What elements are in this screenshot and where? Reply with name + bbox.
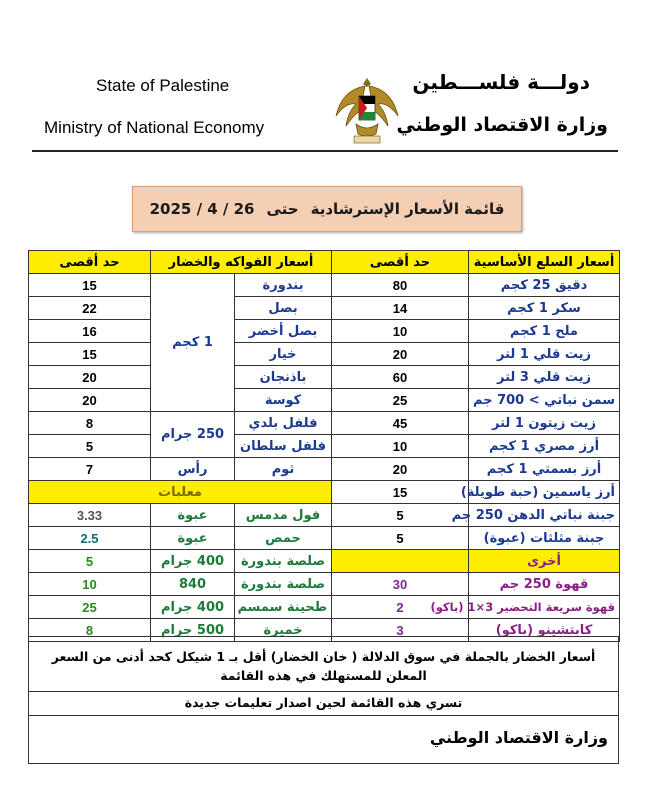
- english-ministry-name: Ministry of National Economy: [44, 118, 265, 137]
- item-price: 10: [332, 435, 469, 458]
- item-name: أرز ياسمين (حبة طويلة): [469, 481, 620, 504]
- item-price: 60: [332, 366, 469, 389]
- veg-name: بصل أخضر: [235, 320, 332, 343]
- veg-name: طحينة سمسم: [235, 596, 332, 619]
- veg-unit: عبوة: [151, 527, 235, 550]
- item-price: 15: [332, 481, 469, 504]
- veg-price: 15: [29, 274, 151, 297]
- title-text: قائمة الأسعار الإسترشادية: [310, 200, 505, 218]
- veg-unit-250g: 250 جرام: [151, 412, 235, 458]
- item-name: قهوة سريعة التحضير 3×1 (باكو): [469, 596, 620, 619]
- table-row: [29, 343, 620, 366]
- veg-price: 2.5: [29, 527, 151, 550]
- veg-name: باذنجان: [235, 366, 332, 389]
- veg-price: 20: [29, 366, 151, 389]
- item-name: سمن نباتي > 700 جم: [469, 389, 620, 412]
- veg-price: 20: [29, 389, 151, 412]
- veg-price: 5: [29, 435, 151, 458]
- arabic-state-name: دولـــة فلســـطين: [412, 70, 590, 94]
- veg-name: بصل: [235, 297, 332, 320]
- item-name: أرز مصري 1 كجم: [469, 435, 620, 458]
- veg-price: 3.33: [29, 504, 151, 527]
- header-max-basic: حد أقصى: [332, 251, 469, 274]
- table-row: [29, 435, 620, 458]
- header-divider: [32, 150, 618, 152]
- veg-price: 25: [29, 596, 151, 619]
- veg-name: خميرة: [235, 619, 332, 642]
- veg-name: كوسة: [235, 389, 332, 412]
- item-name: قهوة 250 جم: [469, 573, 620, 596]
- title-date: 2025 / 4 / 26: [149, 200, 255, 218]
- veg-price: 7: [29, 458, 151, 481]
- table-row: [29, 297, 620, 320]
- item-price: 5: [332, 504, 469, 527]
- veg-price: 16: [29, 320, 151, 343]
- veg-name: فلفل بلدي: [235, 412, 332, 435]
- item-price: 20: [332, 343, 469, 366]
- price-table: [28, 250, 620, 642]
- item-name: سكر 1 كجم: [469, 297, 620, 320]
- header-fruits-veg: أسعار الفواكه والخضار: [151, 251, 332, 274]
- arabic-ministry-name: وزارة الاقتصاد الوطني: [396, 114, 608, 136]
- table-row: [29, 366, 620, 389]
- table-header-row: [29, 251, 620, 274]
- table-row: [29, 274, 620, 297]
- table-row: [29, 504, 620, 527]
- ministry-signature: وزارة الاقتصاد الوطني: [28, 716, 619, 764]
- veg-unit: 840: [151, 573, 235, 596]
- item-price: 5: [332, 527, 469, 550]
- item-price: 30: [332, 573, 469, 596]
- title-until: حتى: [266, 200, 299, 218]
- table-row: [29, 550, 620, 573]
- veg-price: 8: [29, 412, 151, 435]
- table-row: [29, 458, 620, 481]
- canned-section-label: معلبات: [29, 481, 332, 504]
- item-name: زيت زيتون 1 لتر: [469, 412, 620, 435]
- palestine-eagle-emblem-icon: [332, 72, 402, 152]
- table-row: [29, 320, 620, 343]
- item-price: 25: [332, 389, 469, 412]
- veg-unit: رأس: [151, 458, 235, 481]
- table-row: [29, 389, 620, 412]
- veg-price: 22: [29, 297, 151, 320]
- table-row: [29, 573, 620, 596]
- header-max-veg: حد أقصى: [29, 251, 151, 274]
- table-row: [29, 596, 620, 619]
- item-price: 80: [332, 274, 469, 297]
- other-section-blank: [332, 550, 469, 573]
- letterhead: [0, 0, 646, 150]
- veg-unit: 400 جرام: [151, 550, 235, 573]
- item-name: جبنة مثلثات (عبوة): [469, 527, 620, 550]
- item-price: 45: [332, 412, 469, 435]
- veg-name: بندورة: [235, 274, 332, 297]
- table-row: [29, 527, 620, 550]
- item-price: 2: [332, 596, 469, 619]
- veg-price: 8: [29, 619, 151, 642]
- item-name: كابتشينو (باكو): [469, 619, 620, 642]
- veg-price: 5: [29, 550, 151, 573]
- validity-note: تسري هذه القائمة لحين اصدار تعليمات جديدة: [28, 692, 619, 716]
- veg-unit: 500 جرام: [151, 619, 235, 642]
- veg-name: ثوم: [235, 458, 332, 481]
- veg-unit: عبوة: [151, 504, 235, 527]
- table-row: [29, 412, 620, 435]
- english-state-name: State of Palestine: [96, 76, 230, 95]
- price-list-title: [132, 186, 522, 232]
- item-price: 10: [332, 320, 469, 343]
- item-name: زيت قلي 3 لتر: [469, 366, 620, 389]
- veg-name: حمص: [235, 527, 332, 550]
- table-row: [29, 481, 620, 504]
- item-name: جبنة نباتي الدهن 250 جم: [469, 504, 620, 527]
- other-section-label: أخرى: [469, 550, 620, 573]
- item-name: زيت قلي 1 لتر: [469, 343, 620, 366]
- veg-unit-kg: 1 كجم: [151, 274, 235, 412]
- veg-price: 15: [29, 343, 151, 366]
- item-price: 3: [332, 619, 469, 642]
- veg-name: فول مدمس: [235, 504, 332, 527]
- veg-unit: 400 جرام: [151, 596, 235, 619]
- header-basic-goods: أسعار السلع الأساسية: [469, 251, 620, 274]
- veg-name: خيار: [235, 343, 332, 366]
- item-name: أرز بسمتي 1 كجم: [469, 458, 620, 481]
- item-price: 20: [332, 458, 469, 481]
- item-price: 14: [332, 297, 469, 320]
- item-name: ملح 1 كجم: [469, 320, 620, 343]
- veg-price: 10: [29, 573, 151, 596]
- veg-name: صلصة بندورة: [235, 550, 332, 573]
- veg-name: فلفل سلطان: [235, 435, 332, 458]
- veg-name: صلصة بندورة: [235, 573, 332, 596]
- item-name: دقيق 25 كجم: [469, 274, 620, 297]
- wholesale-note: أسعار الخضار بالجملة في سوق الدلالة ( خان الخضار) أقل بـ 1 شيكل كحد أدنى من السعر المعلن للمستهلك في هذه القائمة: [28, 636, 619, 692]
